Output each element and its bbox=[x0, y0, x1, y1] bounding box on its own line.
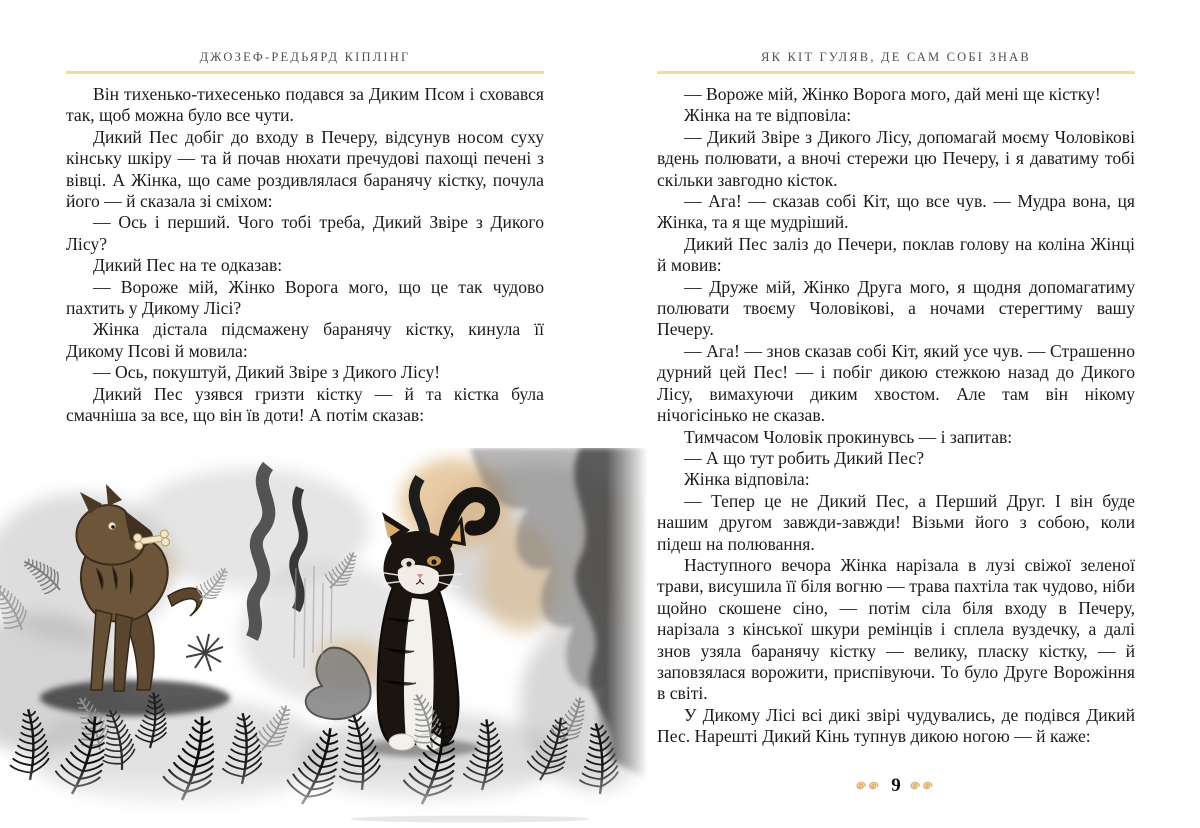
page-number: 9 bbox=[891, 775, 901, 796]
paragraph: — Дикий Звіре з Дикого Лісу, допомагай моєму Чоловікові вдень полювати, а вночі стережи цю Печеру, і я даватиму тобі скільки завгодно кісток. bbox=[657, 126, 1135, 190]
paragraph: Жінка дістала підсмажену баранячу кістку, кинула її Дикому Псові й мовила: bbox=[66, 319, 544, 361]
swirl-ornament-icon bbox=[910, 780, 936, 792]
paragraph: — Вороже мій, Жінко Ворога мого, дай мені ще кістку! bbox=[684, 84, 1101, 104]
running-head-author: ДЖОЗЕФ-РЕДЬЯРД КІПЛІНГ bbox=[199, 50, 411, 64]
paragraph: — Ось, покуштуй, Дикий Звіре з Дикого Лісу! bbox=[93, 362, 441, 383]
paragraph: Жінка відповіла: bbox=[684, 469, 810, 490]
paragraph: — Вороже мій, Жінко Ворога мого, що це так чудово пахтить у Дикому Лісі? bbox=[66, 276, 544, 319]
paragraph: — Ага! — знов сказав собі Кіт, який усе чув. — Страшенно дурний цей Пес! — і побіг дикою стежкою назад до Дикого Лісу, вимахуючи диким хвостом. Але там він нікому нічогісінько не сказав. bbox=[657, 340, 1135, 426]
paragraph: У Дикому Лісі всі дикі звірі чудувались, де подівся Дикий Пес. Нарешті Дикий Кінь тупнув дикою ногою — й каже: bbox=[657, 704, 1135, 747]
paragraph: — Ось і перший. Чого тобі треба, Дикий Звіре з Дикого Лісу? bbox=[66, 212, 544, 254]
swirl-ornament-icon bbox=[856, 780, 882, 792]
paragraph: Наступного вечора Жінка нарізала в лузі свіжої зеленої трави, висушила її біля вогню — трава пахтіла так чудово, ніби щойно скошене сіно, — потім сіла біля входу в Печеру, нарізала з кінської шкури ремінців і сплела вуздечку, а далі знов узяла баранячу кістку — велику, пласку кістку, — й заповзялася ворожити, приспівуючи. То було Друге Ворожіння в світі. bbox=[657, 554, 1135, 704]
illustration-wild-dog-and-cat bbox=[0, 448, 648, 828]
running-head-chapter: ЯК КІТ ГУЛЯВ, ДЕ САМ СОБІ ЗНАВ bbox=[761, 50, 1031, 64]
paragraph: — Друже мій, Жінко Друга мого, я щодня допомагатиму полювати твоєму Чоловікові, а ночами стерегтиму вашу Печеру. bbox=[657, 276, 1135, 340]
paragraph: Дикий Пес на те одказав: bbox=[93, 255, 283, 276]
paragraph: — Ага! — сказав собі Кіт, що все чув. — Мудра вона, ця Жінка, та я ще мудріший. bbox=[657, 191, 1135, 233]
paragraph: — А що тут робить Дикий Пес? bbox=[684, 447, 925, 468]
paragraph: Тимчасом Чоловік прокинувсь — і запитав: bbox=[684, 426, 1013, 447]
paragraph: Жінка на те відповіла: bbox=[684, 105, 852, 126]
paragraph: Дикий Пес добіг до входу в Печеру, відсунув носом суху кінську шкіру — та й почав нюхати пречудові пахощі печені з вівці. А Жінка, що саме роздивлялася баранячу кістку, почула його — й сказала зі сміхом: bbox=[66, 126, 544, 212]
paragraph: Він тихенько-тихесенько подався за Диким Псом і сховався так, щоб можна було все чути. bbox=[66, 84, 544, 126]
paragraph: Дикий Пес узявся гризти кістку — й та кістка була смачніша за все, що він їв доти! А потім сказав: bbox=[66, 383, 544, 426]
paragraph: Дикий Пес заліз до Печери, поклав голову на коліна Жінці й мовив: bbox=[657, 233, 1135, 276]
paragraph: — Тепер це не Дикий Пес, а Перший Друг. І він буде нашим другом завжди-завжди! Візьми його з собою, коли підеш на полювання. bbox=[657, 490, 1135, 554]
page-footer bbox=[657, 776, 1135, 796]
left-page-text bbox=[66, 84, 544, 448]
header-rule-right bbox=[657, 71, 1135, 74]
right-page-text bbox=[657, 84, 1135, 784]
header-rule-left bbox=[66, 71, 544, 74]
